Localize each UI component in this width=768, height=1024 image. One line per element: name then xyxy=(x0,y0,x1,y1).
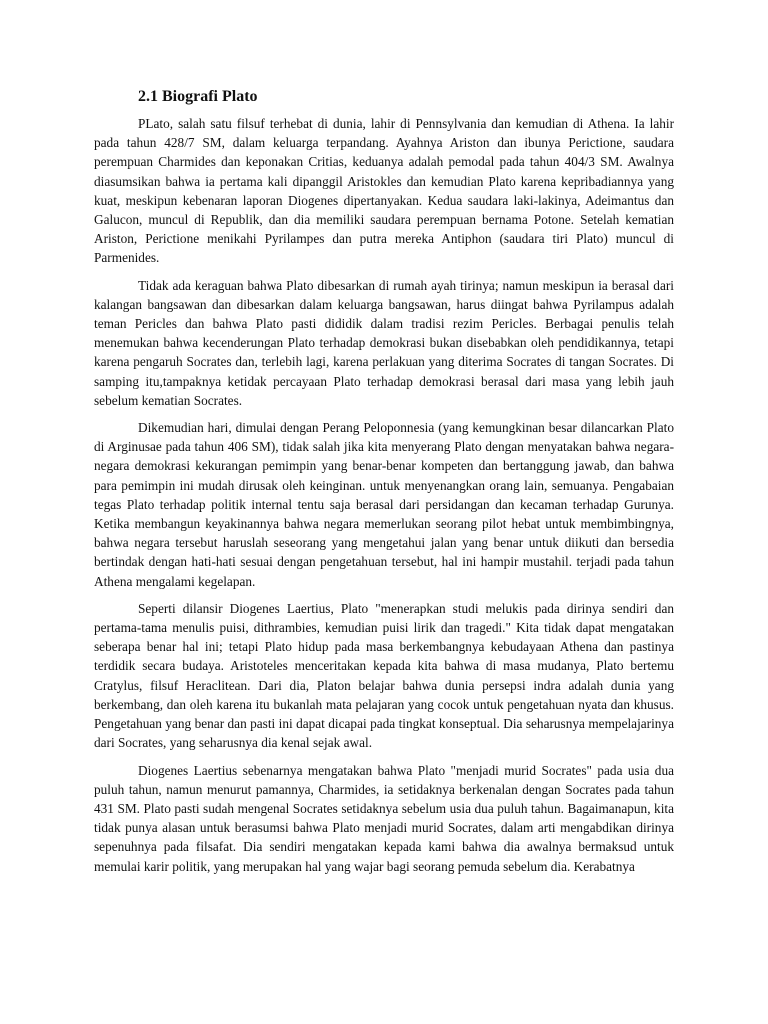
paragraph-4: Seperti dilansir Diogenes Laertius, Plato "menerapkan studi melukis pada dirinya sendiri dan pertama-tama menulis puisi, dithrambies, kemudian puisi lirik dan tragedi." Kita tidak dapat mengatakan seberapa benar hal ini; tetapi Plato hidup pada masa berkembangnya kebudayaan Athena dan pastinya terdidik secara budaya. Aristoteles menceritakan kepada kita bahwa di masa mudanya, Plato bertemu Cratylus, filsuf Heraclitean. Dari dia, Platon belajar bahwa dunia persepsi indra adalah dunia yang berkembang, dan oleh karena itu bukanlah mata pelajaran yang cocok untuk pengetahuan nyata dan khusus. Pengetahuan yang benar dan pasti ini dapat dicapai pada tingkat konseptual. Dia seharusnya mempelajarinya dari Socrates, yang seharusnya dia kenal sejak awal. xyxy=(94,600,674,751)
paragraph-1: PLato, salah satu filsuf terhebat di dunia, lahir di Pennsylvania dan kemudian di Athena. Ia lahir pada tahun 428/7 SM, dalam keluarga terpandang. Ayahnya Ariston dan ibunya Perictione, saudara perempuan Charmides dan keponakan Critias, keduanya adalah pemodal pada tahun 404/3 SM. Awalnya diasumsikan bahwa ia pertama kali dipanggil Aristokles dan kemudian Plato karena kepribadiannya yang kuat, meskipun kebenaran laporan Diogenes dipertanyakan. Kedua saudara laki-lakinya, Adeimantus dan Galucon, muncul di Republik, dan dia memiliki saudara perempuan bernama Potone. Setelah kematian Ariston, Perictione menikahi Pyrilampes dan putra mereka Antiphon (saudara tiri Plato) muncul di Parmenides. xyxy=(94,116,674,266)
paragraph-3: Dikemudian hari, dimulai dengan Perang Peloponnesia (yang kemungkinan besar dilancarkan Plato di Arginusae pada tahun 406 SM), tidak salah jika kita menyerang Plato dengan menyatakan bahwa negara-negara demokrasi kekurangan pemimpin yang benar-benar kompeten dan bertanggung jawab, dan bahwa para pemimpin ini mudah dirusak oleh keinginan. untuk menyenangkan orang lain, semuanya. Pengabaian tegas Plato terhadap politik internal tentu saja berasal dari persidangan dan kecaman terhadap Gurunya. Ketika membangun keyakinannya bahwa negara memerlukan seorang pilot hebat untuk membimbingnya, bahwa negara tersebut haruslah seseorang yang mengetahui jalan yang benar untuk diikuti dan bersedia bertindak dengan hati-hati sesuai dengan pengetahuan tersebut, hal ini hampir mustahil. terjadi pada tahun Athena mengalami kegelapan. xyxy=(94,420,674,589)
paragraph-5: Diogenes Laertius sebenarnya mengatakan bahwa Plato "menjadi murid Socrates" pada usia dua puluh tahun, namun menurut pamannya, Charmides, ia setidaknya berkenalan dengan Socrates pada tahun 431 SM. Plato pasti sudah mengenal Socrates setidaknya sebelum usia dua puluh tahun. Bagaimanapun, kita tidak punya alasan untuk berasumsi bahwa Plato menjadi murid Socrates, dalam arti mengabdikan dirinya sepenuhnya pada filsafat. Dia sendiri mengatakan kepada kami bahwa dia awalnya bermaksud untuk memulai karir politik, yang merupakan hal yang wajar bagi seorang pemuda sebelum dia. Kerabatnya xyxy=(94,762,674,874)
paragraph-2: Tidak ada keraguan bahwa Plato dibesarkan di rumah ayah tirinya; namun meskipun ia berasal dari kalangan bangsawan dan dibesarkan dalam keluarga bangsawan, harus diingat bahwa Pyrilampus adalah teman Pericles dan bahwa Plato pasti dididik dalam tradisi rezim Pericles. Berbagai penulis telah menemukan bahwa kecenderungan Plato terhadap demokrasi bukan disebabkan oleh pendidikannya, tetapi karena pengaruh Socrates dan, terlebih lagi, karena perlakuan yang diterima Socrates di tangan Socrates. Di samping itu,tampaknya ketidak percayaan Plato terhadap demokrasi berasal dari masa yang lebih jauh sebelum kematian Socrates. xyxy=(94,277,674,408)
section-heading: 2.1 Biografi Plato xyxy=(138,88,258,105)
document-body xyxy=(94,84,674,884)
